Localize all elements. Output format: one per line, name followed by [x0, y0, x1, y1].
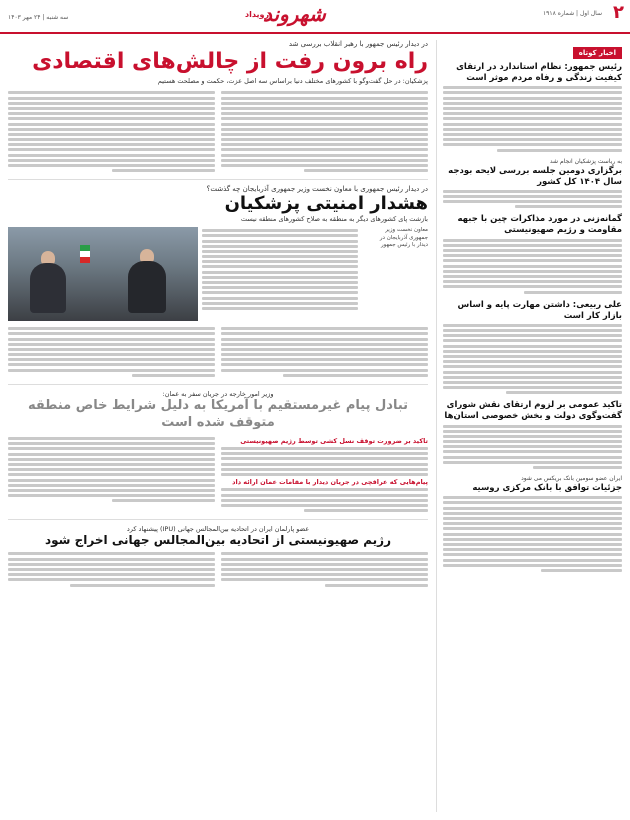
photo-caption: معاون نخست وزیر جمهوری آذربایجان در دیدار با رئیس جمهور [379, 226, 428, 249]
news-item [443, 475, 622, 572]
body-text [443, 239, 622, 294]
story3-body [8, 435, 428, 514]
story2-kicker: در دیدار رئیس جمهوری با معاون نخست وزیر جمهوری آذربایجان چه گذشت؟ [206, 185, 428, 194]
news-kicker: ایران عضو سومین بانک بریکس می شود [521, 475, 622, 483]
newspaper-logo [245, 2, 355, 30]
lead-body [8, 89, 428, 174]
news-title: تاکید عمومی بر لزوم ارتقای نقش شورای گفت‌وگوی دولت و بخش خصوصی استان‌ها [444, 400, 622, 422]
story4-body [8, 550, 428, 589]
news-item [443, 62, 622, 152]
news-title: گمانه‌زنی در مورد مذاکرات چین با جبهه مقاومت و رژیم صهیونیستی [457, 214, 622, 236]
news-title: برگزاری دومین جلسه بررسی لایحه بودجه سال ۱۴۰۴ کل کشور [448, 165, 622, 187]
story3-subhead: تاکید بر ضرورت توقف نسل کشی توسط رژیم صهیونیستی [240, 436, 428, 445]
story4-kicker: عضو پارلمان ایران در اتحادیه بین‌المجالس جهانی (IPU) پیشنهاد کرد [126, 525, 310, 534]
divider [8, 384, 428, 385]
page-info: سال اول | شماره ۱۹۱۸ [542, 10, 602, 17]
news-title: جزئیات توافق با بانک مرکزی روسیه [472, 483, 622, 494]
divider [8, 519, 428, 520]
body-text [443, 190, 622, 209]
news-item [443, 214, 622, 293]
story4-headline: رژیم صهیونیستی از اتحادیه بین‌المجالس جهانی اخراج شود [45, 533, 391, 548]
story3-kicker: وزیر امور خارجه در جریان سفر به عمان: [162, 390, 274, 399]
logo-sub-text: رویداد [245, 10, 270, 19]
divider [8, 179, 428, 180]
logo-main-text: شهروند [263, 2, 326, 26]
lead-subtitle: پزشکیان: در حل گفت‌وگو با کشورهای مختلف دنیا براساس سه اصل عزت، حکمت و مصلحت هستیم [157, 77, 428, 86]
body-text [443, 496, 622, 572]
iran-flag-icon [80, 245, 90, 263]
news-item [443, 158, 622, 209]
section-tag: اخبار کوتاه [573, 47, 622, 59]
issue-date: سه شنبه | ۲۴ مهر ۱۴۰۳ [8, 14, 69, 21]
story2-body-lower [8, 325, 428, 379]
body-text [443, 425, 622, 470]
body-text [443, 86, 622, 151]
story2-subtitle: بازشت پای کشورهای دیگر به منطقه به صلاح کشورهای منطقه نیست [240, 214, 428, 223]
lead-headline: راه برون رفت از چالش‌های اقتصادی [32, 49, 428, 74]
news-title: رئیس جمهور: نظام استاندارد در ارتقای کیفیت زندگی و رفاه مردم موثر است [456, 62, 622, 84]
page-header [0, 0, 630, 34]
news-item [443, 300, 622, 395]
short-news-column [436, 40, 622, 812]
story3-headline: تبادل پیام غیرمستقیم با آمریکا به دلیل شرایط خاص منطقه متوقف شده است [27, 398, 409, 430]
body-text [443, 324, 622, 394]
main-area [8, 40, 428, 812]
meeting-photo [8, 227, 198, 321]
story2-body [198, 227, 362, 312]
page-number: ۲ [613, 2, 624, 23]
story2-headline: هشدار امنیتی پزشکیان [224, 193, 428, 215]
news-item [443, 400, 622, 469]
news-kicker: به ریاست پزشکیان انجام شد [549, 157, 622, 165]
news-title: علی ربیعی: داشتن مهارت پایه و اساس بازار کار است [457, 299, 622, 321]
story3-subhead: پیام‌هایی که عراقچی در جریان دیدار با مقامات عمان ارائه داد [232, 478, 428, 487]
lead-kicker: در دیدار رئیس جمهور با رهبر انقلاب بررسی شد [288, 40, 428, 48]
